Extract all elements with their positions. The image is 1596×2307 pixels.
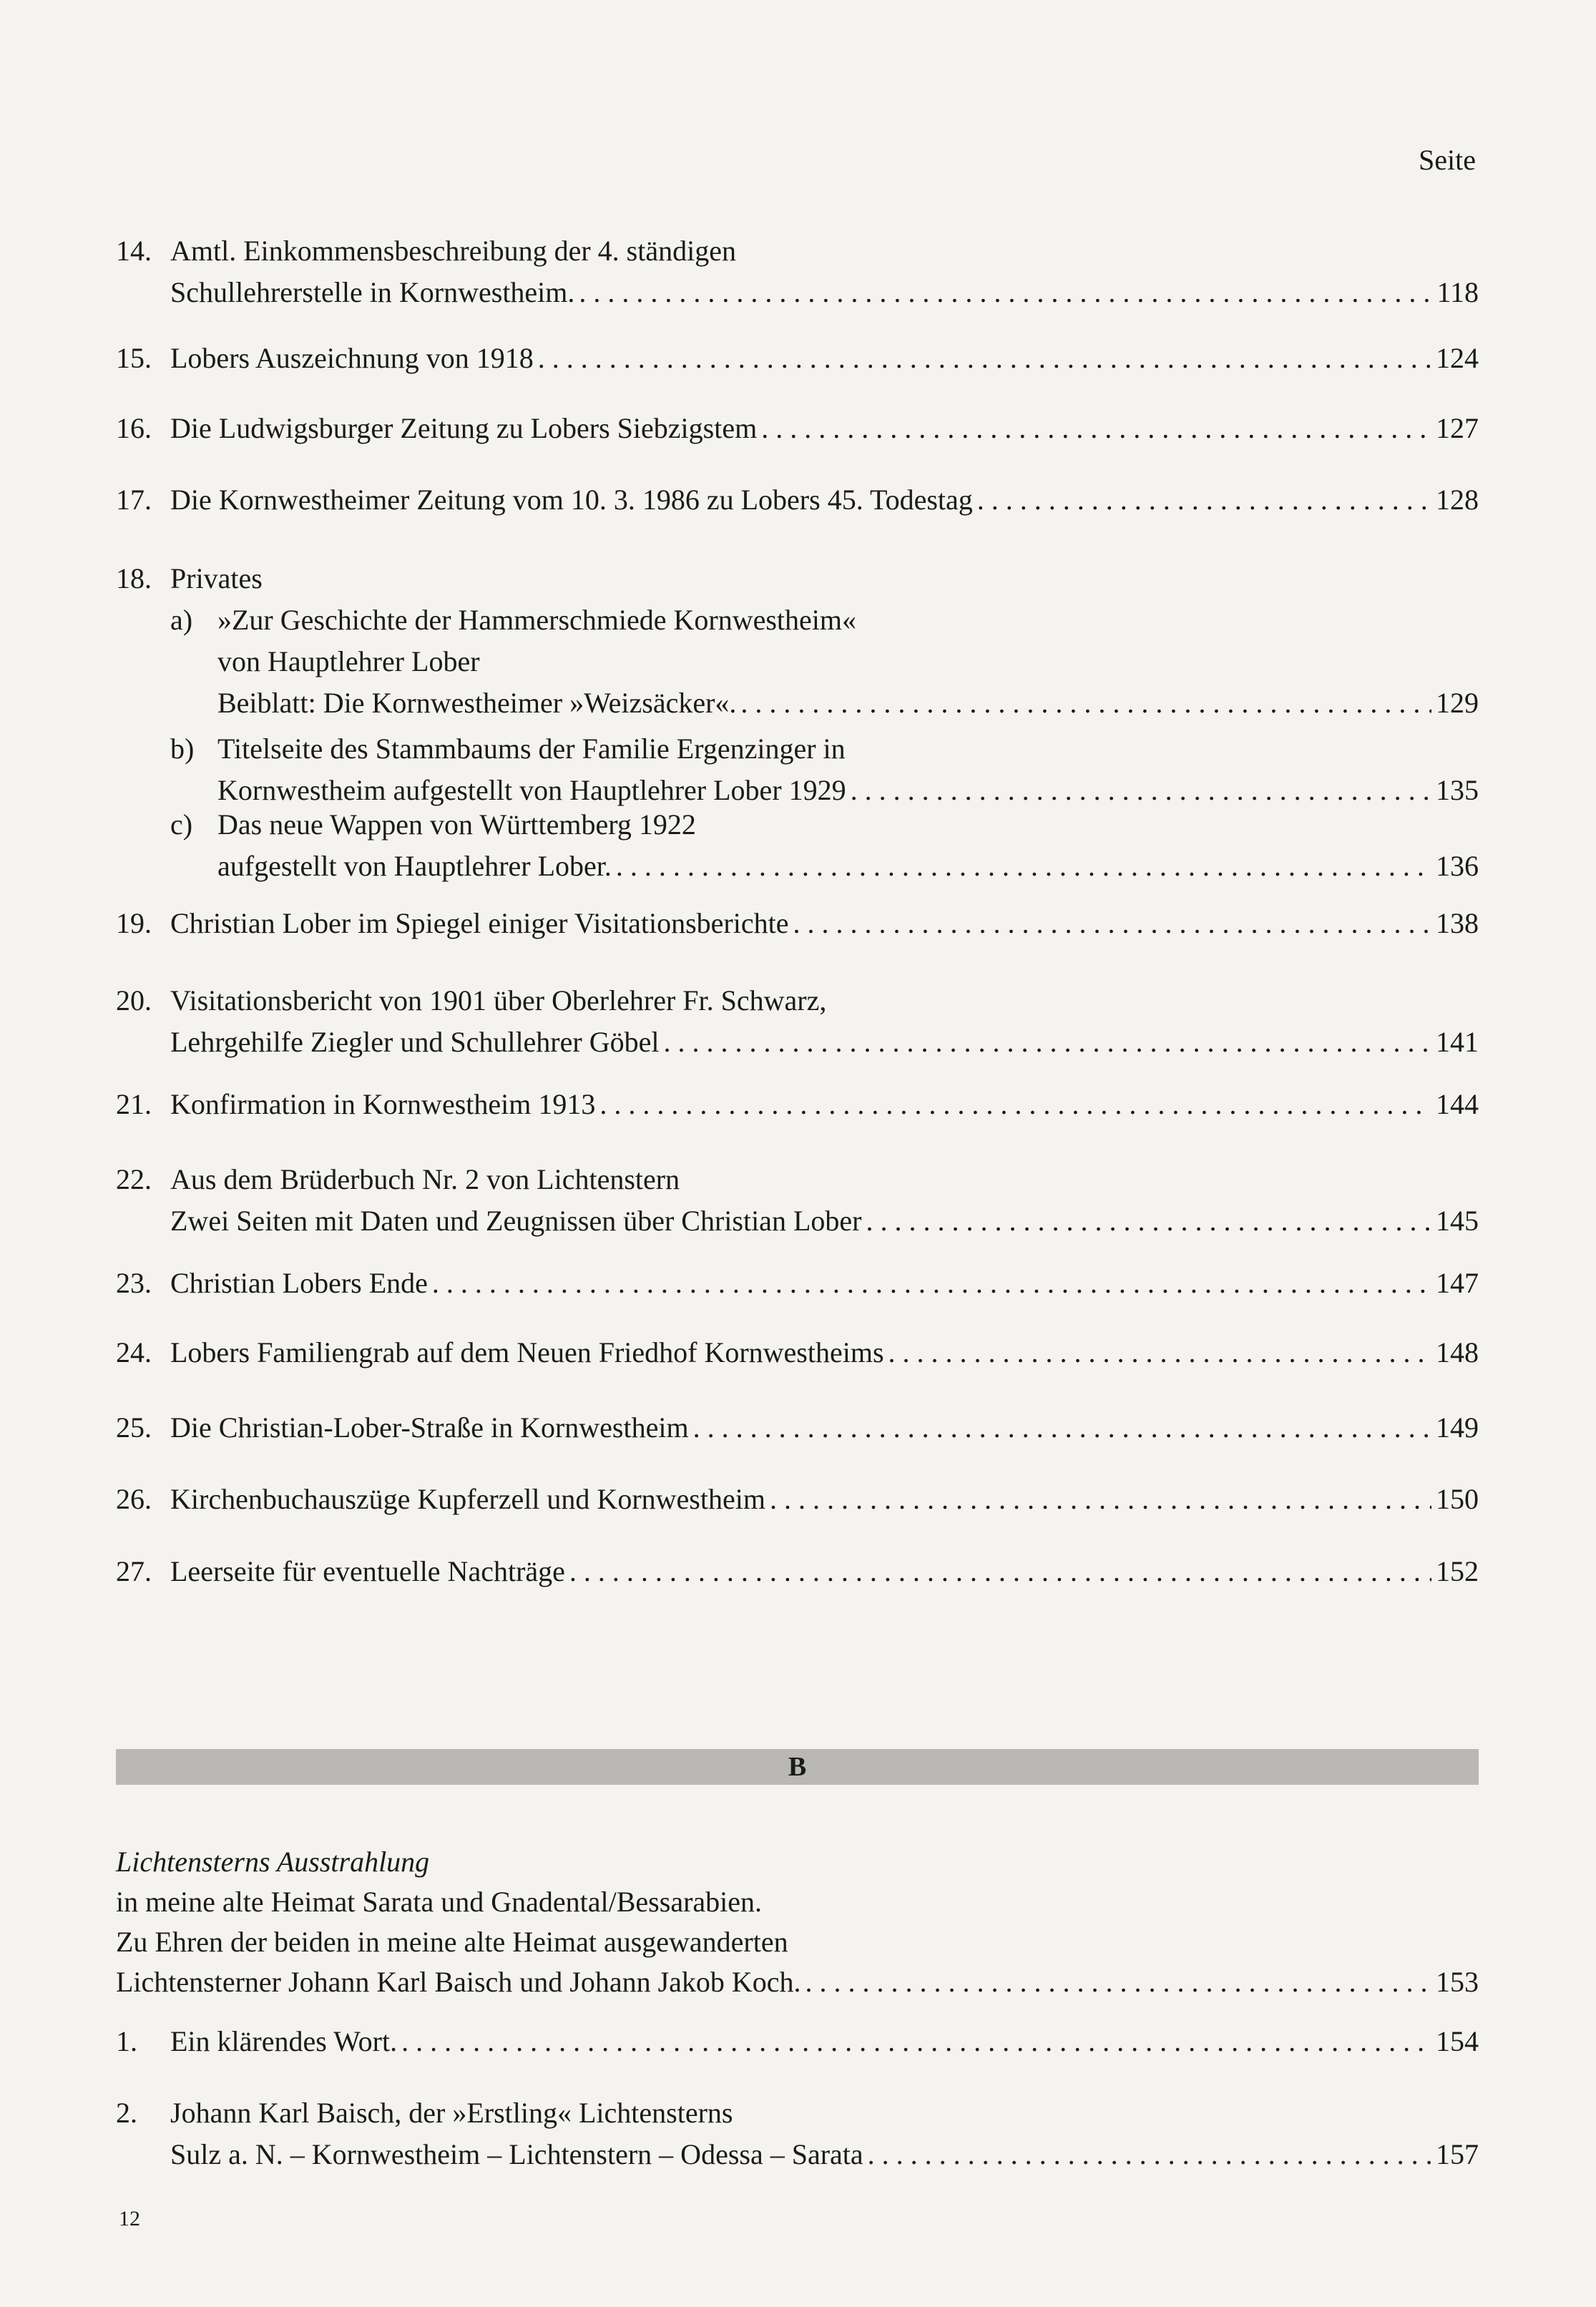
section-b-item-1: 1. Ein klärendes Wort. . . . 154 (116, 2021, 1479, 2062)
toc-entry-17: 17. Die Kornwestheimer Zeitung vom 10. 3. 1986 zu Lobers 45. Todestag . . . 128 (116, 479, 1479, 521)
page-ref: 128 (1436, 484, 1479, 516)
page-ref: 154 (1436, 2025, 1479, 2057)
page-ref: 152 (1436, 1555, 1479, 1587)
page-ref: 150 (1436, 1483, 1479, 1515)
page-ref: 136 (1436, 850, 1479, 882)
toc-entry-21: 21. Konfirmation in Kornwestheim 1913 . . . 144 (116, 1084, 1479, 1125)
toc-entry-24: 24. Lobers Familiengrab auf dem Neuen Friedhof Kornwestheims . . . 148 (116, 1332, 1479, 1373)
page-ref: 135 (1436, 774, 1479, 806)
page-ref: 147 (1436, 1267, 1479, 1299)
toc-entry-26: 26. Kirchenbuchauszüge Kupferzell und Kornwestheim . . . 150 (116, 1479, 1479, 1520)
page-number: 12 (119, 2207, 140, 2230)
toc-entry-18c: c) Das neue Wappen von Württemberg 1922 aufgestellt von Hauptlehrer Lober. . . . 136 (116, 804, 1479, 887)
page-ref: 144 (1436, 1088, 1479, 1120)
toc-entry-18: 18. Privates a) »Zur Geschichte der Hammerschmiede Kornwestheim« von Hauptlehrer Lober Beiblatt: Die Kornwestheimer »Weizsäcker«. . . . 129 (116, 558, 1479, 724)
page-ref: 127 (1436, 412, 1479, 444)
page-ref: 118 (1436, 276, 1479, 308)
toc-entry-27: 27. Leerseite für eventuelle Nachträge . . . 152 (116, 1551, 1479, 1592)
toc-entry-18b: b) Titelseite des Stammbaums der Familie Ergenzinger in Kornwestheim aufgestellt von Hauptlehrer Lober 1929 . . . 135 (116, 728, 1479, 811)
toc-entry-20: 20. Visitationsbericht von 1901 über Oberlehrer Fr. Schwarz, Lehrgehilfe Ziegler und Schullehrer Göbel . . . 141 (116, 980, 1479, 1063)
intro-title: Lichtensterns Ausstrahlung (116, 1846, 430, 1878)
toc-entry-15: 15. Lobers Auszeichnung von 1918 . . . 124 (116, 338, 1479, 379)
page-ref: 157 (1436, 2138, 1479, 2170)
page-ref: 153 (1436, 1966, 1479, 1998)
toc-entry-14: 14. Amtl. Einkommensbeschreibung der 4. ständigen Schullehrerstelle in Kornwestheim. . . . 118 (116, 230, 1479, 313)
toc-entry-16: 16. Die Ludwigsburger Zeitung zu Lobers Siebzigstem . . . 127 (116, 408, 1479, 449)
seite-header: Seite (1419, 144, 1476, 176)
page-ref: 149 (1436, 1411, 1479, 1444)
section-b-header: B (116, 1749, 1479, 1785)
page-ref: 129 (1436, 687, 1479, 719)
page-ref: 141 (1436, 1026, 1479, 1058)
toc-entry-19: 19. Christian Lober im Spiegel einiger Visitationsberichte . . . 138 (116, 903, 1479, 944)
section-b-item-2: 2. Johann Karl Baisch, der »Erstling« Lichtensterns Sulz a. N. – Kornwestheim – Lichtenstern – Odessa – Sarata . . . 157 (116, 2092, 1479, 2175)
page-ref: 145 (1436, 1205, 1479, 1237)
page-ref: 138 (1436, 907, 1479, 939)
section-b-intro: Lichtensterns Ausstrahlung in meine alte Heimat Sarata und Gnadental/Bessarabien. Zu Ehren der beiden in meine alte Heimat ausgewanderten Lichtensterner Johann Karl Baisch und Johann Jakob Koch. . . . 153 (116, 1842, 1479, 2002)
toc-entry-22: 22. Aus dem Brüderbuch Nr. 2 von Lichtenstern Zwei Seiten mit Daten und Zeugnissen über Christian Lober . . . 145 (116, 1159, 1479, 1242)
page-ref: 148 (1436, 1336, 1479, 1368)
page-ref: 124 (1436, 342, 1479, 374)
toc-entry-25: 25. Die Christian-Lober-Straße in Kornwestheim . . . 149 (116, 1407, 1479, 1449)
toc-entry-23: 23. Christian Lobers Ende . . . 147 (116, 1263, 1479, 1304)
